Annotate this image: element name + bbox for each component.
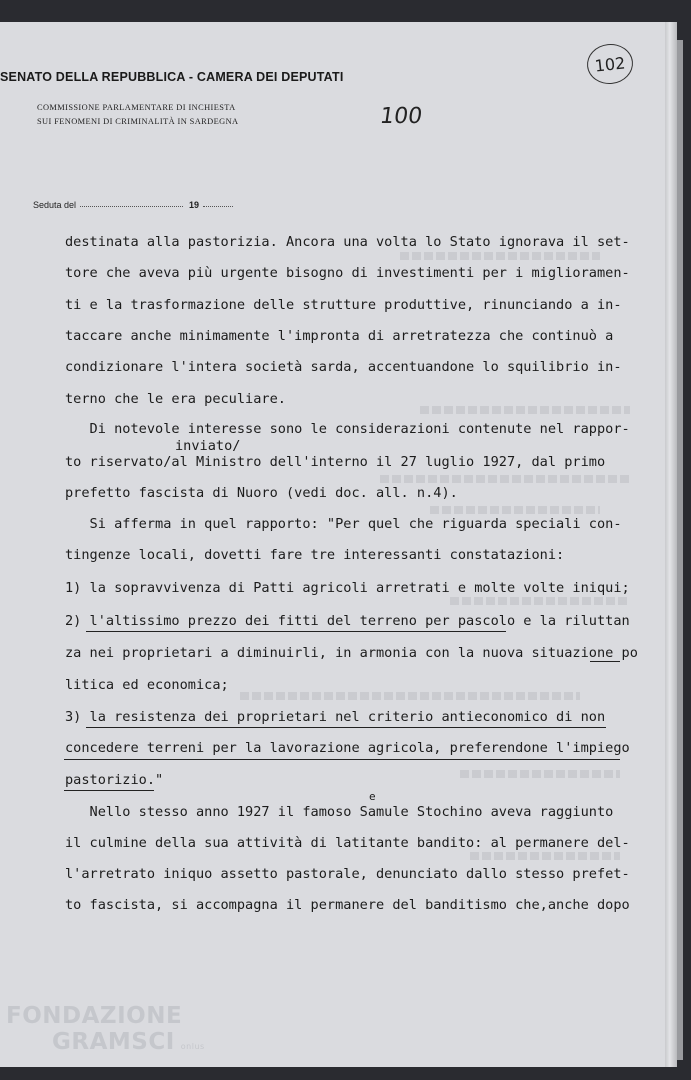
body-line: prefetto fascista di Nuoro (vedi doc. all. n.4).: [65, 485, 458, 501]
body-line: litica ed economica;: [65, 677, 229, 693]
body-line: destinata alla pastorizia. Ancora una volta lo Stato ignorava il set-: [65, 234, 630, 250]
underline-mark: [64, 790, 154, 791]
body-line: 2) l'altissimo prezzo dei fitti del terreno per pascolo e la riluttan: [65, 613, 630, 629]
body-line: concedere terreni per la lavorazione agricola, preferendone l'impiego: [65, 740, 630, 756]
institution-header: SENATO DELLA REPUBBLICA - CAMERA DEI DEPUTATI: [0, 70, 344, 84]
underline-mark: [86, 631, 506, 632]
body-line: ti e la trasformazione delle strutture produttive, rinunciando a in-: [65, 297, 622, 313]
body-line: l'arretrato iniquo assetto pastorale, denunciato dallo stesso prefet-: [65, 866, 630, 882]
inserted-letter: e: [369, 790, 376, 803]
commission-line-1: COMMISSIONE PARLAMENTARE DI INCHIESTA: [37, 103, 236, 112]
watermark-suffix: onlus: [180, 1042, 205, 1051]
commission-line-2: SUI FENOMENI DI CRIMINALITÀ IN SARDEGNA: [37, 117, 239, 126]
page-edge-shadow: [677, 40, 683, 1060]
circled-page-number-text: 102: [593, 52, 627, 76]
seduta-year-prefix: 19: [189, 200, 200, 210]
body-line: pastorizio.": [65, 772, 164, 788]
body-line: za nei proprietari a diminuirli, in armonia con la nuova situazione po: [65, 645, 638, 661]
body-line: Si afferma in quel rapporto: "Per quel che riguarda speciali con-: [65, 516, 622, 532]
body-line: Di notevole interesse sono le considerazioni contenute nel rappor-: [65, 421, 630, 437]
body-line: 3) la resistenza dei proprietari nel criterio antieconomico di non: [65, 709, 606, 725]
body-line: il culmine della sua attività di latitante bandito: al permanere del-: [65, 835, 630, 851]
watermark-line-2: [52, 1029, 205, 1060]
fondazione-gramsci-watermark: [6, 1003, 205, 1060]
page-edge: [665, 22, 677, 1067]
body-line: tingenze locali, dovetti fare tre interessanti constatazioni:: [65, 547, 565, 563]
watermark-line-1: FONDAZIONE: [6, 1003, 183, 1029]
body-line: 1) la sopravvivenza di Patti agricoli arretrati e molte volte iniqui;: [65, 580, 630, 596]
watermark-line-2-text: GRAMSCI: [52, 1029, 175, 1055]
body-line: to riservato/al Ministro dell'interno il 27 luglio 1927, dal primo: [65, 454, 606, 470]
seduta-label: Seduta del: [33, 200, 77, 210]
body-line: condizionare l'intera società sarda, accentuandone lo squilibrio in-: [65, 359, 622, 375]
body-line: to fascista, si accompagna il permanere del banditismo che,anche dopo: [65, 897, 630, 913]
underline-mark: [64, 759, 620, 760]
body-line: taccare anche minimamente l'impronta di arretratezza che continuò a: [65, 328, 614, 344]
body-line: tore che aveva più urgente bisogno di investimenti per i miglioramen-: [65, 265, 630, 281]
handwritten-page-number: 100: [378, 104, 424, 129]
body-line: Nello stesso anno 1927 il famoso Samule Stochino aveva raggiunto: [65, 804, 614, 820]
inserted-word: inviato/: [175, 438, 241, 454]
body-line: terno che le era peculiare.: [65, 391, 286, 407]
underline-mark: [86, 727, 606, 728]
underline-mark: [590, 661, 620, 662]
